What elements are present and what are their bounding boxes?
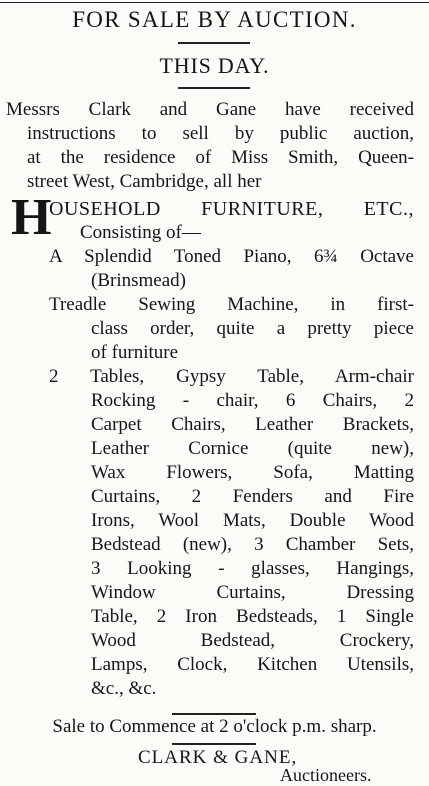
item-line: Curtains, 2 Fenders and Fire bbox=[91, 486, 414, 507]
item-line: Wood Bedstead, Crockery, bbox=[91, 630, 414, 651]
auctioneer-name: CLARK & GANE, bbox=[138, 747, 298, 768]
item-line: Lamps, Clock, Kitchen Utensils, bbox=[91, 654, 414, 675]
intro-line: at the residence of Miss Smith, Queen- bbox=[27, 147, 414, 168]
item-line: of furniture bbox=[91, 342, 179, 363]
item-line: Window Curtains, Dressing bbox=[91, 582, 414, 603]
divider-rule bbox=[178, 42, 250, 44]
divider-rule bbox=[178, 87, 250, 89]
consisting-line: Consisting of— bbox=[80, 222, 201, 243]
item-line: Leather Cornice (quite new), bbox=[91, 438, 414, 459]
item-line: (Brinsmead) bbox=[91, 270, 186, 291]
item-line: 3 Looking - glasses, Hangings, bbox=[91, 558, 414, 579]
intro-line: street West, Cambridge, all her bbox=[27, 171, 262, 192]
item-line: &c., &c. bbox=[91, 678, 157, 699]
divider-rule bbox=[172, 713, 256, 715]
item-line: Treadle Sewing Machine, in first- bbox=[49, 294, 414, 315]
drop-cap-letter: H bbox=[11, 189, 52, 246]
intro-line: Messrs Clark and Gane have received bbox=[6, 99, 414, 120]
item-line: Bedstead (new), 3 Chamber Sets, bbox=[91, 534, 414, 555]
this-day-heading: THIS DAY. bbox=[159, 53, 270, 78]
item-line: Wax Flowers, Sofa, Matting bbox=[91, 462, 414, 483]
item-line: 2 Tables, Gypsy Table, Arm-chair bbox=[49, 366, 414, 387]
top-rule bbox=[0, 2, 429, 3]
intro-line: instructions to sell by public auction, bbox=[27, 123, 414, 144]
furniture-title: OUSEHOLD FURNITURE, ETC., bbox=[49, 198, 414, 220]
item-line: Carpet Chairs, Leather Brackets, bbox=[91, 414, 414, 435]
sale-time-line: Sale to Commence at 2 o'clock p.m. sharp. bbox=[52, 716, 377, 737]
auction-heading: FOR SALE BY AUCTION. bbox=[72, 7, 357, 32]
divider-rule bbox=[172, 743, 256, 745]
item-line: class order, quite a pretty piece bbox=[91, 318, 414, 339]
item-line: A Splendid Toned Piano, 6¾ Octave bbox=[49, 246, 414, 267]
item-line: Irons, Wool Mats, Double Wood bbox=[91, 510, 414, 531]
item-line: Table, 2 Iron Bedsteads, 1 Single bbox=[91, 606, 414, 627]
auctioneer-role: Auctioneers. bbox=[280, 765, 372, 785]
item-line: Rocking - chair, 6 Chairs, 2 bbox=[91, 390, 414, 411]
